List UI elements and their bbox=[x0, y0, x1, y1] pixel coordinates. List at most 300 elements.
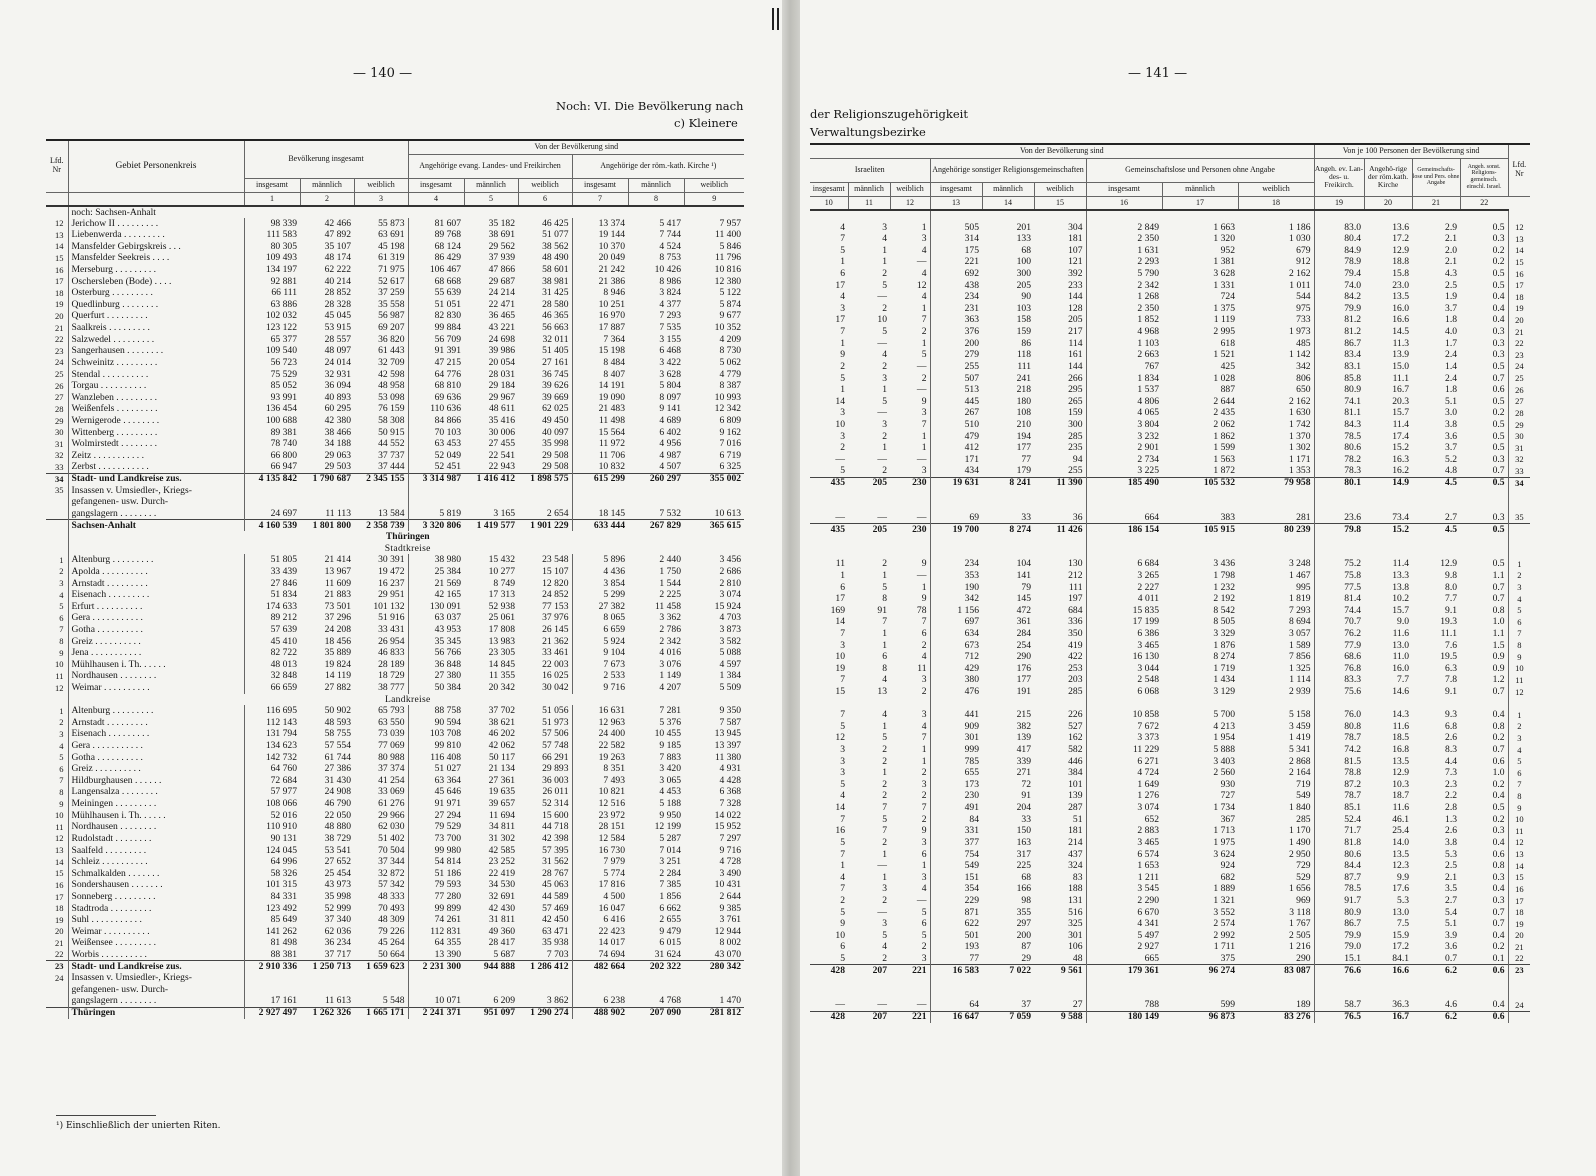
cell-value: 144 bbox=[1068, 360, 1083, 372]
cell-value: 266 bbox=[1068, 372, 1083, 384]
cell-value: 4 bbox=[840, 871, 845, 883]
cell-value: 21 883 bbox=[324, 589, 351, 601]
cell-value: 39 986 bbox=[488, 345, 516, 357]
cell-value: 85.8 bbox=[1314, 373, 1364, 385]
cell-value: 76.8 bbox=[1314, 663, 1364, 675]
row-number bbox=[1508, 547, 1530, 559]
cell-value: 1 563 bbox=[1213, 453, 1235, 465]
cell-value: 79 226 bbox=[378, 925, 405, 937]
cell-value: 33 bbox=[1021, 813, 1031, 825]
cell-value: 7 672 bbox=[1086, 721, 1162, 733]
cell-value bbox=[1460, 535, 1508, 547]
cell-value: 767 bbox=[1086, 361, 1162, 373]
cell-value: 5.3 bbox=[1397, 894, 1410, 906]
cell-value: 2 992 bbox=[1213, 929, 1235, 941]
region-name: Langensalza . . . . . . . . bbox=[68, 786, 244, 798]
cell-value: 38 466 bbox=[324, 426, 351, 438]
cell-value: 74 694 bbox=[572, 949, 628, 961]
cell-value: 4 213 bbox=[1213, 720, 1235, 732]
left-table-body bbox=[46, 206, 744, 1019]
cell-value bbox=[848, 698, 890, 710]
row-number: 5 bbox=[59, 601, 64, 612]
cell-value: 1 750 bbox=[659, 565, 682, 577]
cell-value: 0.7 bbox=[1492, 685, 1505, 697]
cell-value: 76.0 bbox=[1314, 709, 1364, 721]
table-row bbox=[810, 965, 1530, 977]
cell-value: 22 423 bbox=[572, 926, 628, 938]
cell-value: 47 892 bbox=[324, 229, 351, 241]
cell-value: 112 831 bbox=[408, 926, 464, 938]
cell-value: 4 bbox=[921, 883, 927, 895]
cell-value: 3 761 bbox=[719, 914, 742, 926]
cell-value: 0.3 bbox=[1492, 894, 1505, 906]
cell-value: 215 bbox=[1016, 709, 1031, 721]
cell-value bbox=[890, 698, 930, 710]
row-number: 19 bbox=[1508, 303, 1530, 315]
cell-value bbox=[890, 535, 930, 547]
cell-value: 9 162 bbox=[719, 426, 742, 438]
region-name: Nordhausen . . . . . . . . bbox=[68, 821, 244, 833]
cell-value: 2.4 bbox=[1445, 372, 1458, 384]
cell-value: 51 186 bbox=[408, 868, 464, 880]
table-row bbox=[46, 891, 744, 903]
cell-value: 101 bbox=[1068, 778, 1083, 790]
table-row bbox=[810, 442, 1530, 454]
cell-value: 45 045 bbox=[324, 310, 351, 322]
cell-value: 6 574 bbox=[1086, 849, 1162, 861]
cell-value: 7 493 bbox=[572, 775, 628, 787]
cell-value: 9 bbox=[921, 593, 927, 605]
row-number: 7 bbox=[59, 624, 64, 635]
cell-value: 11.0 bbox=[1392, 651, 1410, 663]
cell-value: 114 bbox=[1068, 337, 1083, 349]
region-name: Weißensee . . . . . . . . . bbox=[68, 937, 244, 949]
cell-value bbox=[628, 485, 684, 497]
row-number: 17 bbox=[1508, 280, 1530, 292]
cell-value: 12.9 bbox=[1392, 767, 1410, 779]
cell-value: 16.0 bbox=[1392, 662, 1410, 674]
cell-value: 77 153 bbox=[542, 600, 569, 612]
row-number: 20 bbox=[55, 926, 64, 937]
row-number: 10 bbox=[55, 659, 64, 670]
cell-value: 11.4 bbox=[1392, 418, 1410, 430]
right-page-number: — 141 — bbox=[1128, 66, 1188, 81]
footnote: ¹) Einschließlich der unierten Riten. bbox=[56, 1121, 221, 1131]
cell-value: 0.8 bbox=[1492, 604, 1505, 616]
region-name: Osterburg . . . . . . . . . bbox=[68, 287, 244, 299]
cell-value bbox=[518, 972, 572, 984]
subheader-insgesamt: insgesamt bbox=[1086, 182, 1162, 196]
cell-value: 0.7 bbox=[1492, 906, 1505, 918]
cell-value: 255 bbox=[930, 361, 982, 373]
subheader-maennlich: männlich bbox=[300, 178, 354, 192]
table-row bbox=[810, 895, 1530, 907]
cell-value: 14.6 bbox=[1392, 685, 1410, 697]
table-row bbox=[46, 578, 744, 590]
cell-value: 28 557 bbox=[324, 333, 351, 345]
cell-value: 1 419 bbox=[1288, 732, 1311, 744]
cell-value: 204 bbox=[1016, 802, 1031, 814]
cell-value: 622 bbox=[930, 918, 982, 930]
cell-value: 7 293 bbox=[659, 310, 682, 322]
cell-value bbox=[1364, 489, 1412, 501]
cell-value: 57 342 bbox=[378, 879, 405, 891]
cell-value: 267 829 bbox=[628, 519, 684, 531]
table-row bbox=[810, 663, 1530, 675]
cell-value: 3 225 bbox=[1086, 465, 1162, 477]
cell-value: 77 069 bbox=[378, 740, 405, 752]
subheader-weiblich: weiblich bbox=[684, 178, 744, 192]
cell-value: 361 bbox=[1016, 616, 1031, 628]
cell-value: 45 264 bbox=[378, 937, 405, 949]
cell-value bbox=[1238, 535, 1314, 547]
cell-value: 6 386 bbox=[1086, 628, 1162, 640]
cell-value: 9.0 bbox=[1397, 616, 1410, 628]
cell-value: 650 bbox=[1296, 384, 1311, 396]
row-number: 28 bbox=[1508, 407, 1530, 419]
row-number: 35 bbox=[1508, 512, 1530, 524]
cell-value: 3 420 bbox=[659, 763, 682, 775]
cell-value: 81.8 bbox=[1314, 837, 1364, 849]
table-row bbox=[46, 728, 744, 740]
cell-value: 51 051 bbox=[408, 299, 464, 311]
cell-value: 1 286 412 bbox=[518, 961, 572, 973]
column-number: 3 bbox=[354, 192, 408, 206]
cell-value: 0.4 bbox=[1492, 883, 1505, 895]
cell-value: 4 bbox=[882, 674, 887, 686]
table-row bbox=[46, 264, 744, 276]
cell-value: 5 417 bbox=[659, 217, 682, 229]
cell-value: 50 664 bbox=[378, 949, 405, 960]
cell-value: 35 416 bbox=[488, 414, 516, 426]
cell-value: 6 bbox=[840, 581, 845, 593]
cell-value: 13 983 bbox=[488, 635, 516, 647]
table-row bbox=[46, 845, 744, 857]
cell-value: 1 665 171 bbox=[354, 1007, 408, 1019]
region-name: Insassen v. Umsiedler-, Kriegs- bbox=[68, 972, 244, 984]
cell-value: 9.1 bbox=[1445, 604, 1458, 616]
cell-value: 29 893 bbox=[542, 763, 569, 775]
cell-value: 87.7 bbox=[1314, 872, 1364, 884]
cell-value: 2 950 bbox=[1288, 848, 1311, 860]
cell-value: 118 bbox=[1016, 349, 1031, 361]
cell-value: 2 bbox=[882, 744, 887, 756]
cell-value: 382 bbox=[1016, 720, 1031, 732]
cell-value bbox=[848, 210, 890, 222]
table-row bbox=[46, 276, 744, 288]
cell-value bbox=[1034, 976, 1086, 988]
cell-value bbox=[1412, 547, 1460, 559]
cell-value: 9.1 bbox=[1445, 685, 1458, 697]
region-name: Gera . . . . . . . . . . . bbox=[68, 740, 244, 752]
cell-value bbox=[1364, 988, 1412, 1000]
cell-value: 42 450 bbox=[542, 914, 569, 926]
cell-value: 2 062 bbox=[1213, 418, 1235, 430]
cell-value: 5 bbox=[840, 953, 845, 964]
cell-value: 1.2 bbox=[1492, 674, 1505, 686]
cell-value: 295 bbox=[1068, 384, 1083, 396]
cell-value: — bbox=[835, 999, 845, 1011]
cell-value bbox=[518, 984, 572, 996]
cell-value: 15 bbox=[835, 685, 845, 697]
cell-value: 7 bbox=[840, 883, 845, 895]
cell-value: 180 149 bbox=[1086, 1011, 1162, 1023]
left-page bbox=[0, 0, 782, 1176]
cell-value: 111 bbox=[1017, 360, 1031, 372]
row-number: 21 bbox=[1508, 326, 1530, 338]
cell-value: 63 886 bbox=[244, 299, 300, 311]
cell-value: 10 426 bbox=[654, 264, 682, 276]
cell-value: 1 156 bbox=[930, 605, 982, 617]
cell-value: 1 742 bbox=[1288, 418, 1311, 430]
row-number bbox=[1508, 976, 1530, 988]
cell-value: 1 656 bbox=[1288, 883, 1311, 895]
cell-value: 46 202 bbox=[488, 728, 516, 740]
cell-value: 42 398 bbox=[542, 832, 569, 844]
cell-value: 1 bbox=[840, 860, 845, 872]
row-number: 9 bbox=[1508, 802, 1530, 814]
cell-value: 37 444 bbox=[378, 461, 405, 473]
cell-value: 1 119 bbox=[1213, 314, 1235, 326]
cell-value: 11 458 bbox=[654, 600, 682, 612]
cell-value: 13 bbox=[877, 685, 887, 697]
cell-value: 1 734 bbox=[1213, 802, 1235, 814]
cell-value: 24 208 bbox=[324, 623, 351, 635]
cell-value: 4.5 bbox=[1412, 477, 1460, 489]
cell-value: 999 bbox=[930, 744, 982, 756]
region-name: Sondershausen . . . . . . . bbox=[68, 879, 244, 891]
cell-value: 36 745 bbox=[542, 368, 569, 380]
cell-value: 231 bbox=[930, 303, 982, 315]
cell-value: 2 927 497 bbox=[244, 1007, 300, 1019]
cell-value: 25 384 bbox=[408, 566, 464, 578]
cell-value: 2 342 bbox=[659, 635, 682, 647]
cell-value: 7 979 bbox=[572, 856, 628, 868]
cell-value: 7 bbox=[921, 616, 927, 628]
cell-value: 79 593 bbox=[408, 879, 464, 891]
cell-value: 0.5 bbox=[1492, 558, 1505, 570]
cell-value: 3 465 bbox=[1086, 837, 1162, 849]
cell-value: 2 939 bbox=[1288, 685, 1311, 697]
cell-value: 24 852 bbox=[542, 589, 569, 601]
cell-value bbox=[354, 972, 408, 984]
cell-value: 34 188 bbox=[324, 438, 351, 450]
cell-value: 1.0 bbox=[1492, 767, 1505, 779]
row-number bbox=[1508, 489, 1530, 501]
cell-value: 179 361 bbox=[1086, 965, 1162, 977]
cell-value: 18.7 bbox=[1392, 790, 1410, 802]
cell-value: 20 049 bbox=[572, 252, 628, 264]
table-row bbox=[46, 903, 744, 915]
cell-value: 100 bbox=[1016, 256, 1031, 268]
cell-value: 290 bbox=[1296, 953, 1311, 964]
cell-value: 9 677 bbox=[719, 310, 742, 322]
row-number: 23 bbox=[46, 961, 68, 973]
column-number: 18 bbox=[1238, 196, 1314, 210]
cell-value: 2.5 bbox=[1445, 860, 1458, 872]
row-number bbox=[46, 508, 68, 520]
left-table bbox=[46, 139, 744, 1019]
cell-value bbox=[628, 496, 684, 508]
table-row bbox=[810, 756, 1530, 768]
cell-value: 2 225 bbox=[659, 589, 682, 601]
cell-value: 1 bbox=[882, 720, 887, 732]
cell-value: 1 030 bbox=[1288, 233, 1311, 245]
row-number: 7 bbox=[1508, 779, 1530, 791]
cell-value: 1.0 bbox=[1492, 616, 1505, 628]
cell-value: 36.3 bbox=[1392, 999, 1410, 1011]
cell-value: 1 537 bbox=[1086, 384, 1162, 396]
table-row bbox=[46, 461, 744, 473]
cell-value: 85.1 bbox=[1314, 802, 1364, 814]
cell-value: 19.5 bbox=[1440, 651, 1458, 663]
cell-value: 8 986 bbox=[659, 275, 682, 287]
region-name: Erfurt . . . . . . . . . . bbox=[68, 601, 244, 613]
cell-value: 105 915 bbox=[1162, 523, 1238, 535]
cell-value: 46 790 bbox=[324, 798, 351, 810]
cell-value: 61 443 bbox=[378, 345, 405, 357]
cell-value: 76 159 bbox=[378, 403, 405, 415]
cell-value: 3.9 bbox=[1445, 929, 1458, 941]
cell-value bbox=[810, 535, 848, 547]
cell-value: 39 626 bbox=[542, 380, 569, 392]
cell-value: 11 796 bbox=[715, 252, 742, 264]
cell-value: 1 901 229 bbox=[518, 519, 572, 531]
cell-value: 74.1 bbox=[1314, 396, 1364, 408]
cell-value bbox=[300, 496, 354, 508]
cell-value: 23 548 bbox=[542, 554, 569, 566]
column-number: 9 bbox=[684, 192, 744, 206]
cell-value: 28 151 bbox=[572, 821, 628, 833]
cell-value: 73 501 bbox=[324, 600, 351, 612]
cell-value: 28 417 bbox=[488, 937, 516, 949]
cell-value: — bbox=[916, 999, 927, 1011]
row-number: 7 bbox=[59, 775, 64, 786]
cell-value: 5 bbox=[882, 279, 887, 291]
cell-value: 72 684 bbox=[244, 775, 300, 787]
cell-value: 4 bbox=[921, 244, 927, 256]
cell-value: 412 bbox=[930, 442, 982, 454]
cell-value: 36 820 bbox=[378, 333, 405, 345]
cell-value: 969 bbox=[1296, 894, 1311, 906]
cell-value: 124 045 bbox=[244, 845, 300, 857]
cell-value bbox=[1364, 698, 1412, 710]
cell-value: 301 bbox=[1068, 929, 1083, 941]
cell-value: 27 294 bbox=[408, 810, 464, 822]
row-number: 26 bbox=[1508, 384, 1530, 396]
region-name: Schweinitz . . . . . . . . . bbox=[68, 357, 244, 369]
cell-value: 22 471 bbox=[488, 298, 516, 310]
cell-value: 85 052 bbox=[244, 380, 300, 392]
cell-value: 83.0 bbox=[1314, 222, 1364, 234]
cell-value: 50 902 bbox=[324, 705, 351, 717]
cell-value: 16.7 bbox=[1364, 1011, 1412, 1023]
cell-value: 40 214 bbox=[324, 275, 351, 287]
cell-value: 21 569 bbox=[408, 578, 464, 590]
cell-value: 23.0 bbox=[1392, 279, 1410, 291]
table-row bbox=[46, 856, 744, 868]
table-row bbox=[46, 694, 744, 706]
cell-value: 4 bbox=[882, 941, 887, 953]
cell-value: 230 bbox=[930, 790, 982, 802]
cell-value bbox=[930, 547, 982, 559]
table-row bbox=[46, 601, 744, 613]
region-name: Jerichow II . . . . . . . . . bbox=[68, 218, 244, 230]
gutter-mark bbox=[777, 8, 779, 30]
cell-value: 3 bbox=[840, 407, 845, 419]
cell-value: 39 669 bbox=[542, 391, 569, 403]
cell-value: 57 554 bbox=[324, 740, 351, 752]
cell-value: 32 691 bbox=[488, 890, 516, 902]
cell-value: 1 216 bbox=[1288, 941, 1311, 953]
cell-value: 930 bbox=[1220, 778, 1235, 790]
table-row bbox=[46, 554, 744, 566]
cell-value: 1 876 bbox=[1213, 639, 1235, 651]
cell-value: 19 bbox=[835, 662, 845, 674]
region-name: Arnstadt . . . . . . . . . bbox=[68, 717, 244, 729]
cell-value: 15 432 bbox=[488, 554, 516, 566]
cell-value: 35 998 bbox=[542, 438, 569, 450]
cell-value: 58 601 bbox=[542, 264, 569, 276]
cell-value: 3 074 bbox=[719, 589, 742, 601]
cell-value: 8 bbox=[882, 662, 887, 674]
region-name: Weimar . . . . . . . . . . bbox=[68, 926, 244, 938]
column-number: 16 bbox=[1086, 196, 1162, 210]
cell-value: 2 bbox=[921, 813, 927, 825]
cell-value: 235 bbox=[1068, 442, 1083, 454]
cell-value: 417 bbox=[1016, 744, 1031, 756]
cell-value: 1 331 bbox=[1213, 279, 1235, 291]
cell-value: 9 716 bbox=[719, 844, 742, 856]
cell-value: 18.5 bbox=[1392, 732, 1410, 744]
cell-value: 3 373 bbox=[1086, 732, 1162, 744]
cell-value: 633 444 bbox=[572, 519, 628, 531]
cell-value: 12 944 bbox=[714, 925, 742, 937]
cell-value: — bbox=[916, 453, 927, 465]
cell-value: 5 bbox=[882, 813, 887, 825]
cell-value: 2 654 bbox=[546, 507, 569, 519]
cell-value: 22 003 bbox=[542, 658, 569, 670]
cell-value: 4 597 bbox=[719, 658, 742, 670]
cell-value: 35 558 bbox=[378, 298, 405, 310]
cell-value: 15 107 bbox=[542, 565, 569, 577]
cell-value: 304 bbox=[1068, 221, 1083, 233]
cell-value: 11 bbox=[917, 662, 927, 674]
row-number: 12 bbox=[55, 682, 64, 693]
cell-value: 229 bbox=[930, 895, 982, 907]
cell-value: 90 594 bbox=[408, 717, 464, 729]
table-row bbox=[810, 593, 1530, 605]
cell-value: 72 bbox=[1021, 778, 1031, 790]
cell-value: 12 bbox=[835, 732, 845, 744]
region-name: Sonneberg . . . . . . . . . bbox=[68, 891, 244, 903]
cell-value: 0.5 bbox=[1492, 395, 1505, 407]
cell-value: 1 490 bbox=[1288, 836, 1311, 848]
cell-value: 230 bbox=[890, 523, 930, 535]
row-number: 21 bbox=[55, 937, 64, 948]
cell-value bbox=[1412, 988, 1460, 1000]
cell-value: 66 291 bbox=[542, 751, 569, 763]
cell-value: 3.8 bbox=[1445, 836, 1458, 848]
cell-value: 1 bbox=[921, 581, 927, 593]
cell-value: 4 453 bbox=[659, 786, 682, 798]
cell-value: 6 bbox=[921, 627, 927, 639]
cell-value: 788 bbox=[1086, 999, 1162, 1011]
cell-value: 482 664 bbox=[572, 961, 628, 973]
cell-value: 16 647 bbox=[930, 1011, 982, 1023]
cell-value: 10 251 bbox=[572, 299, 628, 311]
cell-value: 11 609 bbox=[324, 577, 351, 589]
